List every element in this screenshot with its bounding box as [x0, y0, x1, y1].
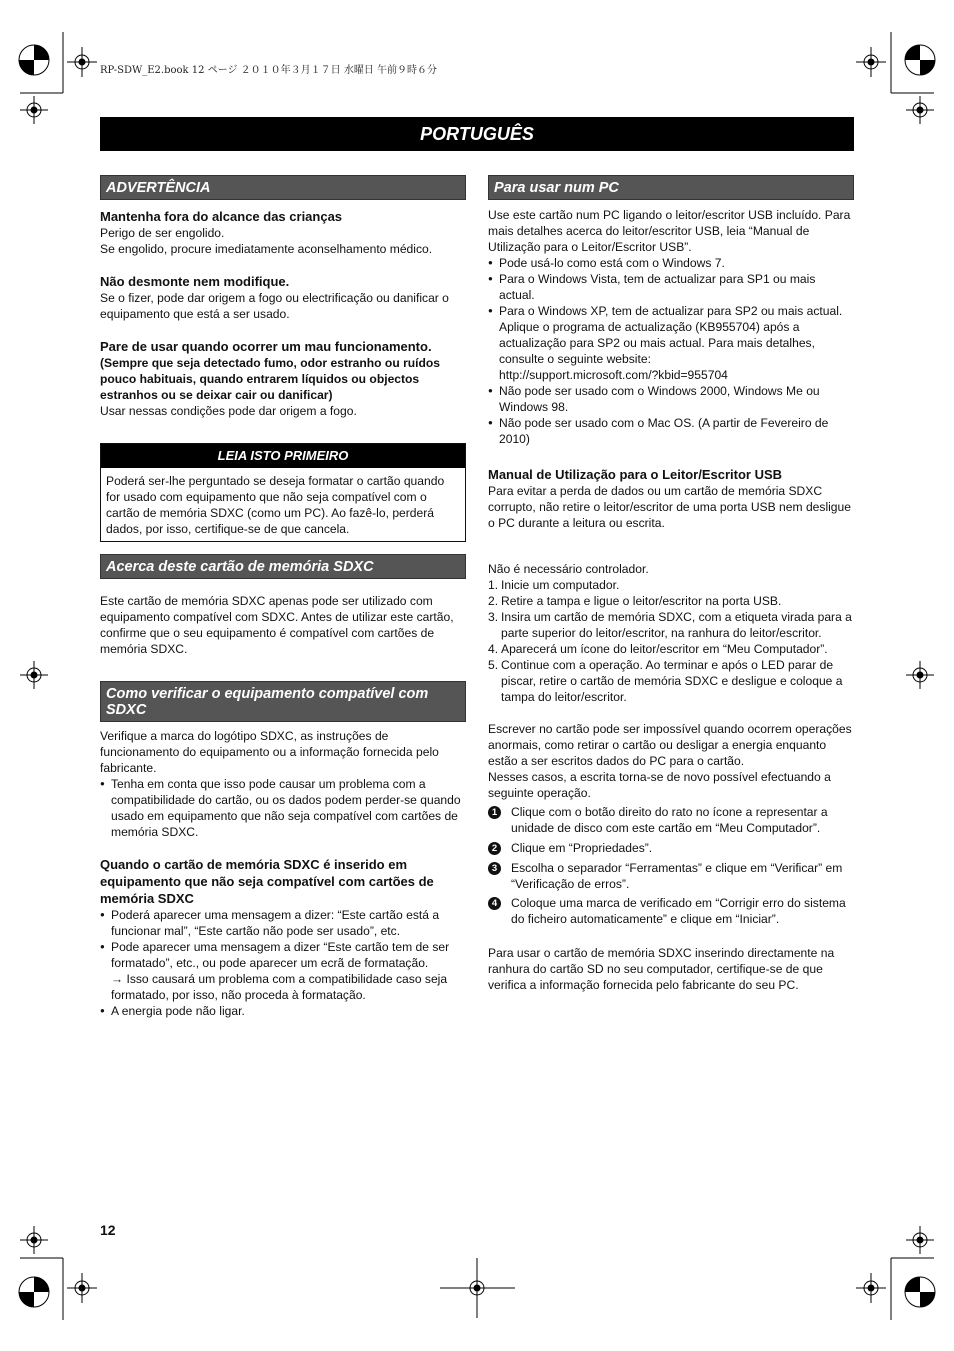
- step-number-icon: 3: [488, 862, 501, 875]
- corner-target-bottom-left-icon: [19, 1277, 49, 1307]
- warning-text: Perigo de ser engolido.: [100, 226, 225, 240]
- about-card-text: Este cartão de memória SDXC apenas pode ser utilizado com equipamento compatível com SDXC. Antes de utilizar este cartão, confirme que o seu equipamento é compatível com cartões de memória SDXC.: [100, 594, 454, 656]
- step-number-icon: 1: [488, 806, 501, 819]
- list-item: ● Não pode ser usado com o Mac OS. (A partir de Fevereiro de 2010): [488, 415, 854, 447]
- list-item: 4. Aparecerá um ícone do leitor/escritor em “Meu Computador”.: [488, 642, 828, 656]
- check-compatible-text: Verifique a marca do logótipo SDXC, as instruções de funcionamento do equipamento ou a informação fornecida pelo fabricante.: [100, 729, 439, 775]
- page-title: PORTUGUÊS: [100, 117, 854, 151]
- step-number-icon: 2: [488, 842, 501, 855]
- registration-mark-top-left-icon: [67, 47, 97, 77]
- registration-mark-bottom-right-icon: [856, 1273, 886, 1303]
- list-item: 1. Inicie um computador.: [488, 578, 620, 592]
- list-item: [100, 939, 466, 1003]
- registration-mark-right-upper-icon: [906, 96, 934, 124]
- warning-text: Usar nessas condições pode dar origem a fogo.: [100, 404, 357, 418]
- final-note: Para usar o cartão de memória SDXC inserindo directamente na ranhura do cartão SD no seu computador, certifique-se de que verifica a informação fornecida pelo fabricante do seu PC.: [488, 946, 835, 992]
- section-heading-about-card: Acerca deste cartão de memória SDXC: [100, 554, 466, 579]
- registration-mark-left-lower-icon: [20, 1226, 48, 1254]
- list-item: ● Poderá aparecer uma mensagem a dizer: “Este cartão está a funcionar mal”, “Este cartão não pode ser usado”, etc.: [100, 907, 466, 939]
- section-heading-advertencia: ADVERTÊNCIA: [100, 175, 466, 200]
- section-heading-pc: Para usar num PC: [488, 175, 854, 200]
- list-item: [488, 303, 854, 383]
- registration-mark-left-middle-icon: [20, 661, 48, 689]
- write-error-text: Nesses casos, a escrita torna-se de novo possível efectuando a seguinte operação.: [488, 770, 831, 800]
- check-compatible-list: [100, 776, 466, 840]
- warning-title-malfunction: Pare de usar quando ocorrer um mau funcionamento.: [100, 339, 432, 354]
- write-error-text: Escrever no cartão pode ser impossível quando ocorrem operações anormais, como retirar o cartão ou desligar a energia enquanto estão a ser escritos dados do PC para o cartão.: [488, 722, 852, 768]
- usb-manual-title: Manual de Utilização para o Leitor/Escritor USB: [488, 467, 783, 482]
- corner-target-top-right-icon: [905, 45, 935, 75]
- incompatible-equipment-list: [100, 907, 466, 1019]
- read-first-text: Poderá ser-lhe perguntado se deseja formatar o cartão quando for usado com equipamento que não seja compatível com o cartão de memória SDXC (como um PC). Ao fazê-lo, perderá dados, por isso, certifique-se de que cancela.: [106, 474, 445, 536]
- list-item: 1 Clique com o botão direito do rato no ícone a representar a unidade de disco com este cartão em “Meu Computador”.: [488, 804, 854, 836]
- registration-mark-left-upper-icon: [20, 96, 48, 124]
- support-url: http://support.microsoft.com/?kbid=955704: [499, 368, 728, 382]
- usage-steps-list: [488, 577, 854, 705]
- list-item: 2 Clique em “Propriedades”.: [488, 840, 854, 856]
- warning-note: (Sempre que seja detectado fumo, odor estranho ou ruídos pouco habituais, quando entrarem líquidos ou objectos estranhos ou se deixar cair ou danificar): [100, 356, 441, 402]
- list-item: 3. Insira um cartão de memória SDXC, com a etiqueta virada para a parte superior do leitor/escritor, na ranhura do leitor/escritor.: [488, 610, 852, 640]
- list-item: ● Tenha em conta que isso pode causar um problema com a compatibilidade do cartão, ou os dados podem perder-se quando usado em equipamento que não seja compatível com cartões de memória SDXC.: [100, 776, 466, 840]
- corner-target-bottom-right-icon: [905, 1277, 935, 1307]
- step-number-icon: 4: [488, 897, 501, 910]
- list-item: ● Não pode ser usado com o Windows 2000, Windows Me ou Windows 98.: [488, 383, 854, 415]
- right-column: [488, 175, 854, 993]
- list-item-text: Pode aparecer uma mensagem a dizer “Este cartão tem de ser formatado”, etc., ou pode aparecer um ecrã de formatação.: [111, 940, 450, 970]
- list-item: ● Para o Windows Vista, tem de actualizar para SP1 ou mais actual.: [488, 271, 854, 303]
- warning-title-children: Mantenha fora do alcance das crianças: [100, 209, 343, 224]
- list-item: ● Pode usá-lo como está com o Windows 7.: [488, 255, 854, 271]
- usb-manual-text: Para evitar a perda de dados ou um cartão de memória SDXC corrupto, não retire o leitor/escritor de uma porta USB nem desligue o PC durante a leitura ou escrita.: [488, 484, 851, 530]
- print-header: RP-SDW_E2.book 12 ページ ２０１０年３月１７日 水曜日 午前９時６分: [100, 65, 437, 76]
- incompatible-equipment-title: Quando o cartão de memória SDXC é inserido em equipamento que não seja compatível com cartões de memória SDXC: [100, 857, 434, 906]
- driver-note: Não é necessário controlador.: [488, 562, 649, 576]
- registration-mark-right-lower-icon: [906, 1226, 934, 1254]
- read-first-heading: LEIA ISTO PRIMEIRO: [101, 444, 465, 468]
- registration-mark-bottom-center-icon: [440, 1258, 515, 1318]
- list-item: 3 Escolha o separador “Ferramentas” e clique em “Verificar” em “Verificação de erros”.: [488, 860, 854, 892]
- section-heading-check-compatible: Como verificar o equipamento compatível com SDXC: [100, 681, 466, 722]
- repair-steps-list: [488, 804, 854, 927]
- page-number: 12: [100, 1222, 116, 1238]
- registration-mark-right-middle-icon: [906, 661, 934, 689]
- warning-text: Se o fizer, pode dar origem a fogo ou electrificação ou danificar o equipamento que está a ser usado.: [100, 291, 449, 321]
- left-column: [100, 175, 466, 1019]
- list-item: ● A energia pode não ligar.: [100, 1003, 466, 1019]
- list-item: 2. Retire a tampa e ligue o leitor/escritor na porta USB.: [488, 594, 782, 608]
- corner-target-top-left-icon: [19, 45, 49, 75]
- list-item-arrow-text: → Isso causará um problema com a compatibilidade caso seja formatado, por isso, não proceda à formatação.: [111, 972, 448, 1002]
- read-first-box: [100, 443, 466, 542]
- pc-os-list: [488, 255, 854, 447]
- warning-title-disassemble: Não desmonte nem modifique.: [100, 274, 290, 289]
- list-item: 4 Coloque uma marca de verificado em “Corrigir erro do sistema do ficheiro automaticamente” e clique em “Iniciar”.: [488, 895, 854, 927]
- registration-mark-bottom-left-icon: [67, 1273, 97, 1303]
- pc-intro: Use este cartão num PC ligando o leitor/escritor USB incluído. Para mais detalhes acerca do leitor/escritor USB, leia “Manual de Utilização para o Leitor/Escritor USB”.: [488, 208, 851, 254]
- warning-text: Se engolido, procure imediatamente aconselhamento médico.: [100, 242, 433, 256]
- list-item: 5. Continue com a operação. Ao terminar e após o LED parar de piscar, retire o cartão de memória SDXC e desligue e coloque a tampa do leitor/escritor.: [488, 658, 843, 704]
- registration-mark-top-right-icon: [856, 47, 886, 77]
- list-item-text: Para o Windows XP, tem de actualizar para SP2 ou mais actual. Aplique o programa de actualização (KB955704) após a actualização para SP2 ou mais actual. Para mais detalhes, consulte o seguinte website:: [499, 304, 843, 366]
